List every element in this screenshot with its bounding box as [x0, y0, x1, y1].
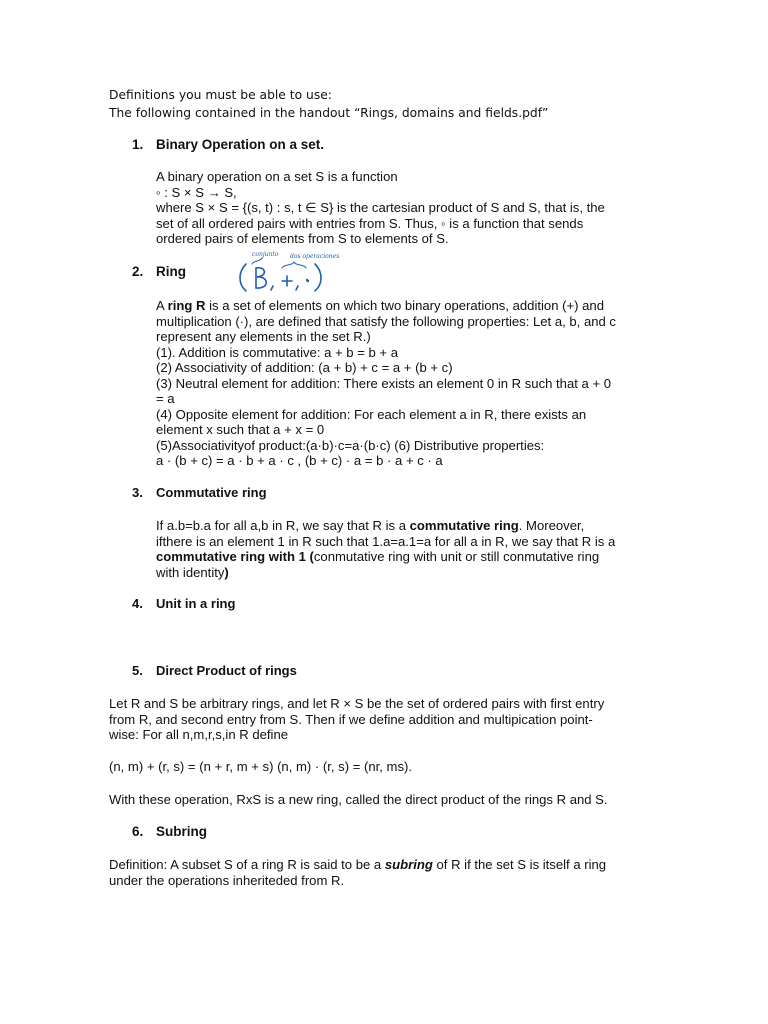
section-number: 1.: [132, 137, 144, 152]
intro: [109, 86, 729, 122]
text-line: represent any elements in the set R.): [156, 329, 371, 344]
text-line: (2) Associativity of addition: (a + b) + c = a + (b + c): [156, 360, 453, 375]
text-line: under the operations inheriteded from R.: [109, 872, 345, 888]
section-title: Commutative ring: [156, 485, 267, 500]
section-number: 6.: [132, 824, 144, 839]
section-2-body: [156, 298, 656, 469]
section-title: Binary Operation on a set.: [156, 137, 325, 152]
section-3-heading: [132, 485, 267, 501]
text-line: A ring R is a set of elements on which two binary operations, addition (+) and: [156, 298, 604, 313]
text-line: ordered pairs of elements from S to elements of S.: [156, 231, 449, 246]
text-line: (1). Addition is commutative: a + b = b + a: [156, 344, 398, 360]
text-line: If a.b=b.a for all a,b in R, we say that R is a commutative ring. Moreover,: [156, 518, 585, 533]
section-number: 3.: [132, 485, 143, 500]
section-number: 2.: [132, 264, 144, 279]
section-title: Ring: [156, 264, 186, 279]
section-title: Direct Product of rings: [156, 663, 297, 678]
text-line: wise: For all n,m,r,s,in R define: [109, 727, 289, 742]
text-line: set of all ordered pairs with entries from S. Thus, ◦ is a function that sends: [156, 215, 584, 231]
text-line: ifthere is an element 1 in R such that 1.a=a.1=a for all a in R, we say that R is a: [156, 533, 616, 549]
text-line: (4) Opposite element for addition: For each element a in R, there exists an: [156, 406, 587, 422]
text-line: multiplication (·), are defined that satisfy the following properties: Let a, b, and c: [156, 313, 616, 329]
text-line: from R, and second entry from S. Then if we define addition and multipication point-: [109, 711, 593, 727]
handwritten-left-label: conjunto: [252, 251, 279, 258]
bold-term: ring R: [167, 298, 206, 313]
section-number: 5.: [132, 663, 143, 678]
section-3-body: [156, 518, 656, 580]
handwritten-annotation: [232, 248, 362, 294]
section-title: Unit in a ring: [156, 596, 236, 611]
section-6-heading: [132, 824, 207, 840]
handwritten-right-label: dos operaciones: [290, 253, 340, 260]
handwritten-main-label: (B, +, ·): [232, 248, 236, 249]
text-line: Let R and S be arbitrary rings, and let R × S be the set of ordered pairs with first entry: [109, 696, 605, 711]
text-line: element x such that a + x = 0: [156, 422, 325, 437]
bold-term: commutative ring: [409, 518, 519, 533]
section-5-heading: [132, 663, 297, 679]
section-5-body: [109, 696, 669, 743]
section-5-closing: [109, 792, 669, 808]
text-line: commutative ring with 1 (conmutative ring with unit or still conmutative ring: [156, 549, 600, 564]
section-title: Subring: [156, 824, 207, 839]
section-number: 4.: [132, 596, 143, 611]
section-6-body: [109, 857, 669, 888]
bold-term: commutative ring with 1 (: [156, 549, 314, 564]
text-line: ◦ : S × S → S,: [156, 184, 237, 200]
bold-term: ): [224, 564, 229, 580]
intro-line-1: Definitions you must be able to use:: [109, 88, 332, 102]
text-line: With these operation, RxS is a new ring, called the direct product of the rings R and S.: [109, 792, 608, 807]
text-line: a · (b + c) = a · b + a · c , (b + c) · a = b · a + c · a: [156, 453, 443, 468]
section-1-body: [156, 169, 656, 247]
formula-line: (n, m) + (r, s) = (n + r, m + s) (n, m) · (r, s) = (nr, ms).: [109, 759, 412, 774]
section-2-heading: [132, 264, 186, 280]
text-line: with identity): [156, 564, 229, 580]
text-line: Definition: A subset S of a ring R is said to be a subring of R if the set S is itself a ring: [109, 857, 607, 872]
text-line: where S × S = {(s, t) : s, t ∈ S} is the cartesian product of S and S, that is, the: [156, 200, 605, 215]
text-line: = a: [156, 391, 175, 406]
section-5-formula: [109, 759, 669, 775]
intro-line-2: The following contained in the handout “Rings, domains and fields.pdf”: [109, 106, 549, 120]
text-line: (3) Neutral element for addition: There exists an element 0 in R such that a + 0: [156, 375, 612, 391]
bold-italic-term: subring: [384, 857, 433, 872]
text-line: A binary operation on a set S is a function: [156, 169, 398, 184]
text-line: (5)Associativityof product:(a·b)·c=a·(b·c) (6) Distributive properties:: [156, 437, 545, 453]
section-4-heading: [132, 596, 235, 612]
section-1-heading: [132, 137, 324, 153]
